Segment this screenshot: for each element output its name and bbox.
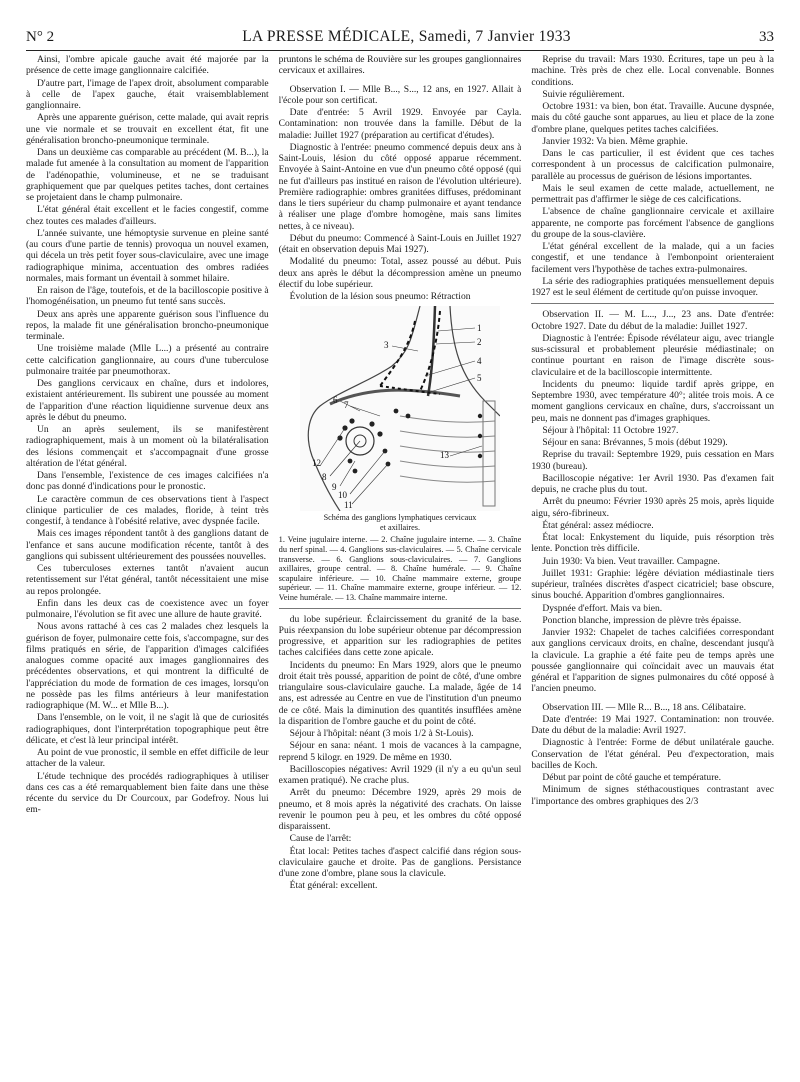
paragraph: Enfin dans les deux cas de coexistence avec un foyer pulmonaire, l'évolution se fit avec une allure de haute gravité.: [26, 597, 269, 620]
figure-label-11: 11: [344, 500, 353, 511]
column-right: [531, 54, 774, 1082]
paragraph: Ponction blanche, impression de plèvre très épaisse.: [542, 614, 742, 626]
paragraph: État général: excellent.: [289, 880, 378, 892]
figure-label-8: 8: [322, 472, 327, 483]
figure-label-12: 12: [312, 458, 321, 469]
paragraph: D'autre part, l'image de l'apex droit, absolument comparable à celle de l'apex gauche, était vraisemblablement ganglionnaire.: [26, 77, 269, 111]
paragraph: État général: assez médiocre.: [542, 519, 654, 531]
figure-label-10: 10: [338, 490, 347, 501]
paragraph: Cause de l'arrêt:: [289, 833, 352, 845]
article-columns: [26, 54, 774, 1082]
paragraph: Dans un deuxième cas comparable au précédent (M. B...), la malade fut amenée à la consultation au moment de l'apparition de l'adénopathie, volumineuse, et ne se traduisant graphiquement que par quelques petites taches, dont certaines se projetaient dans le champ pulmonaire.: [26, 147, 269, 203]
observation-3-body: [531, 714, 774, 807]
paragraph: Séjour à l'hôpital: néant (3 mois 1/2 à St-Louis).: [289, 728, 474, 740]
paragraph: Le caractère commun de ces observations tient à l'aspect clinique particulier de ces malades, floride, à teint très congestif, à tendance à l'obésité relative, avec dyspnée facile.: [26, 493, 269, 527]
paragraph: Reprise du travail: Septembre 1929, puis cessation en Mars 1930 (bureau).: [531, 449, 775, 472]
paragraph: Au point de vue pronostic, il semble en effet difficile de leur attacher de la valeur.: [26, 747, 269, 770]
observation-1-continued: [279, 614, 522, 892]
figure-label-1: 1: [477, 323, 482, 334]
paragraph: Séjour en sana: néant. 1 mois de vacances à la campagne, reprend 5 kilogr. en 1929. De même en 1930.: [278, 740, 522, 763]
figure-label-5: 5: [477, 373, 482, 384]
paragraph: Date d'entrée: 5 Avril 1929. Envoyée par Cayla. Contamination: non trouvée dans la famille. Début de la maladie: Juillet 1927 (préparation au certificat d'études).: [278, 107, 522, 141]
figure-label-13: 13: [440, 450, 449, 461]
paragraph: Diagnostic à l'entrée: Forme de début unilatérale gauche. Conservation de l'état général. Peu d'expectoration, mais bacilles de Koch.: [531, 737, 775, 771]
paragraph: Dans l'ensemble, l'existence de ces images calcifiées n'a donc pas donné d'indications pour le pronostic.: [26, 470, 269, 493]
paragraph: Après une apparente guérison, cette malade, qui avait repris une vie normale et se trouvait en excellent état, fit une généralisation broncho-pneumonique terminale.: [26, 112, 269, 146]
paragraph: Nous avons rattaché à ces cas 2 malades chez lesquels la guérison de foyer, pulmonaire cette fois, s'accompagne, sur des films pratiqués en série, de l'apparition d'images calcifiées analogues comme opacité aux images ganglionnaires des précédentes observations, et qui montrent la difficulté de l'appréciation du mode de formation de ces images, lorsqu'on ne possède pas les films antérieurs à leur manifestation radiographique (M. W... et Mlle B...).: [26, 621, 269, 711]
paragraph: Ces tuberculoses externes tantôt n'avaient aucun retentissement sur l'état général, tantôt nécessitaient une mise au repos prolongée.: [26, 563, 269, 597]
figure-label-3: 3: [384, 340, 389, 351]
paragraph: Dans le cas particulier, il est évident que ces taches correspondent à un processus de calcification pulmonaire, parallèle au processus de guérison de lésions importantes.: [531, 148, 775, 182]
paragraph: Reprise du travail: Mars 1930. Écritures, tape un peu à la machine. Très près de chez elle. Local convenable. Bonnes conditions.: [531, 54, 775, 88]
figure-label-7: 7: [344, 400, 349, 411]
observation-2-body: [531, 333, 774, 695]
paragraph: Mais ces images répondent tantôt à des ganglions datant de l'enfance et sans aucune modification récente, tantôt à des ganglions qui subissent ultérieurement des poussées nouvelles.: [26, 528, 269, 562]
lymph-node-schema: [300, 306, 500, 511]
figure-label-6: 6: [333, 395, 338, 406]
paragraph: Juin 1930: Va bien. Veut travailler. Campagne.: [542, 555, 720, 567]
paragraph: Dans l'ensemble, on le voit, il ne s'agit là que de curiosités radiographiques, dont l'interprétation topographique peut être délicate, et c'est là leur principal intérêt.: [26, 712, 269, 746]
paragraph: Bacilloscopie négative: 1er Avril 1930. Pas d'examen fait depuis, ne crache plus du tout.: [531, 472, 775, 495]
paragraph: Arrêt du pneumo: Février 1930 après 25 mois, après liquide aigu, séro-fibrineux.: [531, 496, 775, 519]
paragraph: Mais le seul examen de cette malade, actuellement, ne permettrait pas d'affirmer le siège de ces calcifications.: [531, 182, 775, 205]
paragraph: Deux ans après une apparente guérison sous l'influence du repos, la malade fit une généralisation broncho-pneumonique terminale.: [26, 308, 269, 342]
paragraph: Ainsi, l'ombre apicale gauche avait été majorée par la présence de cette image ganglionnaire calcifiée.: [26, 54, 269, 77]
paragraph: Juillet 1931: Graphie: légère déviation médiastinale tiers supérieur, traînées discrètes d'aspect cicatriciel; base obscure, sinus bouché. Apparition d'ombres ganglionnaires.: [531, 567, 775, 602]
lymph-node-figure: [279, 306, 522, 602]
intro-paragraph: pruntons le schéma de Rouvière sur les groupes ganglionnaires cervicaux et axillaires.: [278, 54, 522, 77]
paragraph: Dyspnée d'effort. Mais va bien.: [542, 602, 663, 614]
paragraph: L'année suivante, une hémoptysie survenue en pleine santé (au cours d'une partie de tennis) provoqua un nouvel examen, qui décela un très petit foyer sous-claviculaire, avec une image radiographique minima, accentuation des ombres radiées normales, mais formant un éventail à sommet hilaire.: [26, 227, 269, 284]
paragraph: L'absence de chaîne ganglionnaire cervicale et axillaire apparente, ne comporte pas forcément l'absence de ganglions du groupe de la sous-clavière.: [531, 206, 775, 240]
page-number: 33: [759, 29, 774, 45]
figure-label-2: 2: [477, 337, 482, 348]
paragraph: État local: Petites taches d'aspect calcifié dans région sous-claviculaire gauche et droite. Pas de ganglions. Persistance d'une zone d'ombre, plane sous la clavicule.: [278, 845, 522, 880]
paragraph: Suivie régulièrement.: [542, 88, 625, 100]
paragraph: Bacilloscopies négatives: Avril 1929 (il n'y a eu qu'un seul examen pratiqué). Ne crache plus.: [278, 763, 522, 787]
paragraph: Janvier 1932: Chapelet de taches calcifiées correspondant aux ganglions cervicaux droits, en chaîne, descendant jusqu'à la clavicule. La graphie a été faite peu de temps après une poussée ganglionnaire qui coïncidait avec un mauvais état général et l'apparition de signes pulmonaires du côté opposé à l'ancien pneumo.: [531, 627, 775, 695]
paragraph: Évolution de la lésion sous pneumo: Rétraction: [289, 291, 471, 302]
paragraph: La série des radiographies pratiquées mensuellement depuis 1927 est le seul élément de certitude qu'on puisse invoquer.: [531, 275, 775, 298]
paragraph: Janvier 1932: Va bien. Même graphie.: [542, 135, 688, 147]
paragraph: Une troisième malade (Mlle L...) a présenté au contraire cette calcification ganglionnaire, au cours d'une tuberculose pulmonaire traitée par pneumothorax.: [26, 343, 269, 377]
paragraph: Incidents du pneumo: liquide tardif après grippe, en Septembre 1930, avec température 40°; alitée trois mois. A ce moment ganglions cervicaux en chaîne, durs, s'accroissant un peu, mais ne donnent pas d'images graphiques.: [531, 378, 775, 424]
paragraph: Un an après seulement, ils se manifestèrent radiographiquement, mais à un moment où la bilatéralisation des lésions commençait et s'accompagnait d'une grosse altération de l'état général.: [26, 424, 269, 469]
column-middle: [279, 54, 522, 1082]
paragraph: Diagnostic à l'entrée: pneumo commencé depuis deux ans à Saint-Louis, lésion du côté opposé apparue récemment. Envoyée à Saint-Antoine en vue d'un pneumo côté opposé (qui ne fut d'ailleurs pas institué en raison de l'évolution ultérieure). Première radiographie: ombres granitées diffuses, prédominant dans le tiers supérieur du champ pulmonaire et ayant tendance à réaliser une plage d'ombre homogène, mais sans limites nettes, à ce niveau).: [278, 141, 522, 232]
paragraph: Minimum de signes stéthacoustiques contrastant avec l'importance des ombres graphiques des 2/3: [531, 784, 775, 807]
paragraph: Début par point de côté gauche et température.: [542, 772, 722, 783]
paragraph: Octobre 1931: va bien, bon état. Travaille. Aucune dyspnée, mais du côté gauche sont apparues, au lieu et place de la zone d'ombre plane, quelques petites taches calcifiées.: [531, 101, 775, 135]
paragraph: Début du pneumo: Commencé à Saint-Louis en Juillet 1927 (était en observation depuis Mai 1927).: [278, 232, 522, 255]
paragraph: Diagnostic à l'entrée: Épisode révélateur aigu, avec triangle sus-scissural et probablement pleurésie médiastinale; on continue pourtant en raison de l'image discrète sous-claviculaire et de la bacilloscopie intermittente.: [531, 332, 775, 378]
observation-1-title: Observation I. — Mlle B..., S..., 12 ans, en 1927. Allait à l'école pour son certificat.: [278, 83, 522, 106]
paragraph: Modalité du pneumo: Total, assez poussé au début. Puis deux ans après le début la décompression amène un pneumo électif du lobe supérieur.: [278, 256, 522, 290]
paragraph: Séjour en sana: Brévannes, 5 mois (début 1929).: [542, 437, 728, 448]
observation-3-title: Observation III. — Mlle R... B..., 18 ans. Célibataire.: [542, 701, 746, 713]
observation-2-title: Observation II. — M. L..., J..., 23 ans. Date d'entrée: Octobre 1927. Date du début de la maladie: Juillet 1927.: [531, 309, 775, 332]
paragraph: L'état général était excellent et le facies congestif, comme chez toutes ces malades d'ailleurs.: [26, 204, 269, 227]
paragraph: Séjour à l'hôpital: 11 Octobre 1927.: [542, 424, 679, 436]
page-header: [26, 18, 774, 51]
observation-1-conclusion: [531, 54, 774, 298]
issue-number: N° 2: [26, 29, 55, 45]
paragraph: L'étude technique des procédés radiographiques à utiliser dans ces cas a été remarquablement bien faite dans une thèse récente du service du Dr Courcoux, par Godefroy. Nous lui em-: [26, 770, 269, 816]
paragraph: L'état général excellent de la malade, qui a un facies congestif, et une tendance à l'embonpoint orienteraient facilement vers l'hypothèse de taches extra-pulmonaires.: [531, 241, 775, 275]
paragraph: Arrêt du pneumo: Décembre 1929, après 29 mois de pneumo, et 8 mois après la négativité des crachats. On laisse revenir le poumon peu à peu, et les ombres du côté opposé disparaissent.: [278, 787, 522, 833]
paragraph: Date d'entrée: 19 Mai 1927. Contamination: non trouvée. Date du début de la maladie: Avril 1927.: [531, 713, 775, 736]
paragraph: du lobe supérieur. Éclaircissement du granité de la base. Puis réexpansion du lobe supérieur obtenue par décompression progressive, et apparition sur les radiographies de petites taches calcifiées dans cette zone apicale.: [278, 613, 522, 659]
figure-legend: 1. Veine jugulaire interne. — 2. Chaîne jugulaire interne. — 3. Chaîne du nerf spinal. — 4. Ganglions sus-claviculaires. — 5. Chaîne cervicale transverse. — 6. Ganglions sous-claviculaires. — 7. Ganglions axillaires, groupe central. — 8. Chaîne humérale. — 9. Chaîne scapulaire inférieure. — 10. Chaîne mammaire externe, groupe supérieur. — 11. Chaîne mammaire externe, groupe inférieur. — 12. Veine humérale. — 13. Chaîne mammaire interne.: [278, 535, 522, 602]
paragraph: Des ganglions cervicaux en chaîne, durs et indolores, existaient antérieurement. Ils subirent une poussée au moment de l'apparition d'une réaction liquidienne survenue deux ans après le début du pneumo.: [26, 378, 269, 423]
figure-label-9: 9: [332, 482, 337, 493]
figure-caption: Schéma des ganglions lymphatiques cervicaux et axillaires.: [323, 513, 477, 532]
figure-label-4: 4: [477, 356, 482, 367]
paragraph: Incidents du pneumo: En Mars 1929, alors que le pneumo droit était très poussé, apparition de point de côté, d'une ombre triangulaire sous-claviculaire gauche. La malade, âgée de 14 ans, est adressée au Centre en vue de l'institution d'un pneumo de ce côté. Mais la diminution des quantités insufflées amène la disparition de l'ombre gauche et du point de côté.: [278, 659, 522, 727]
running-title: LA PRESSE MÉDICALE, Samedi, 7 Janvier 1933: [242, 28, 571, 45]
observation-1-body: [279, 107, 522, 302]
column-left: [26, 54, 269, 1082]
paragraph: En raison de l'âge, toutefois, et de la bacilloscopie positive à l'homogénéisation, un pneumo fut tenté sans succès.: [26, 285, 269, 308]
paragraph: État local: Enkystement du liquide, puis résorption très lente. Ponction très difficile.: [531, 532, 775, 555]
